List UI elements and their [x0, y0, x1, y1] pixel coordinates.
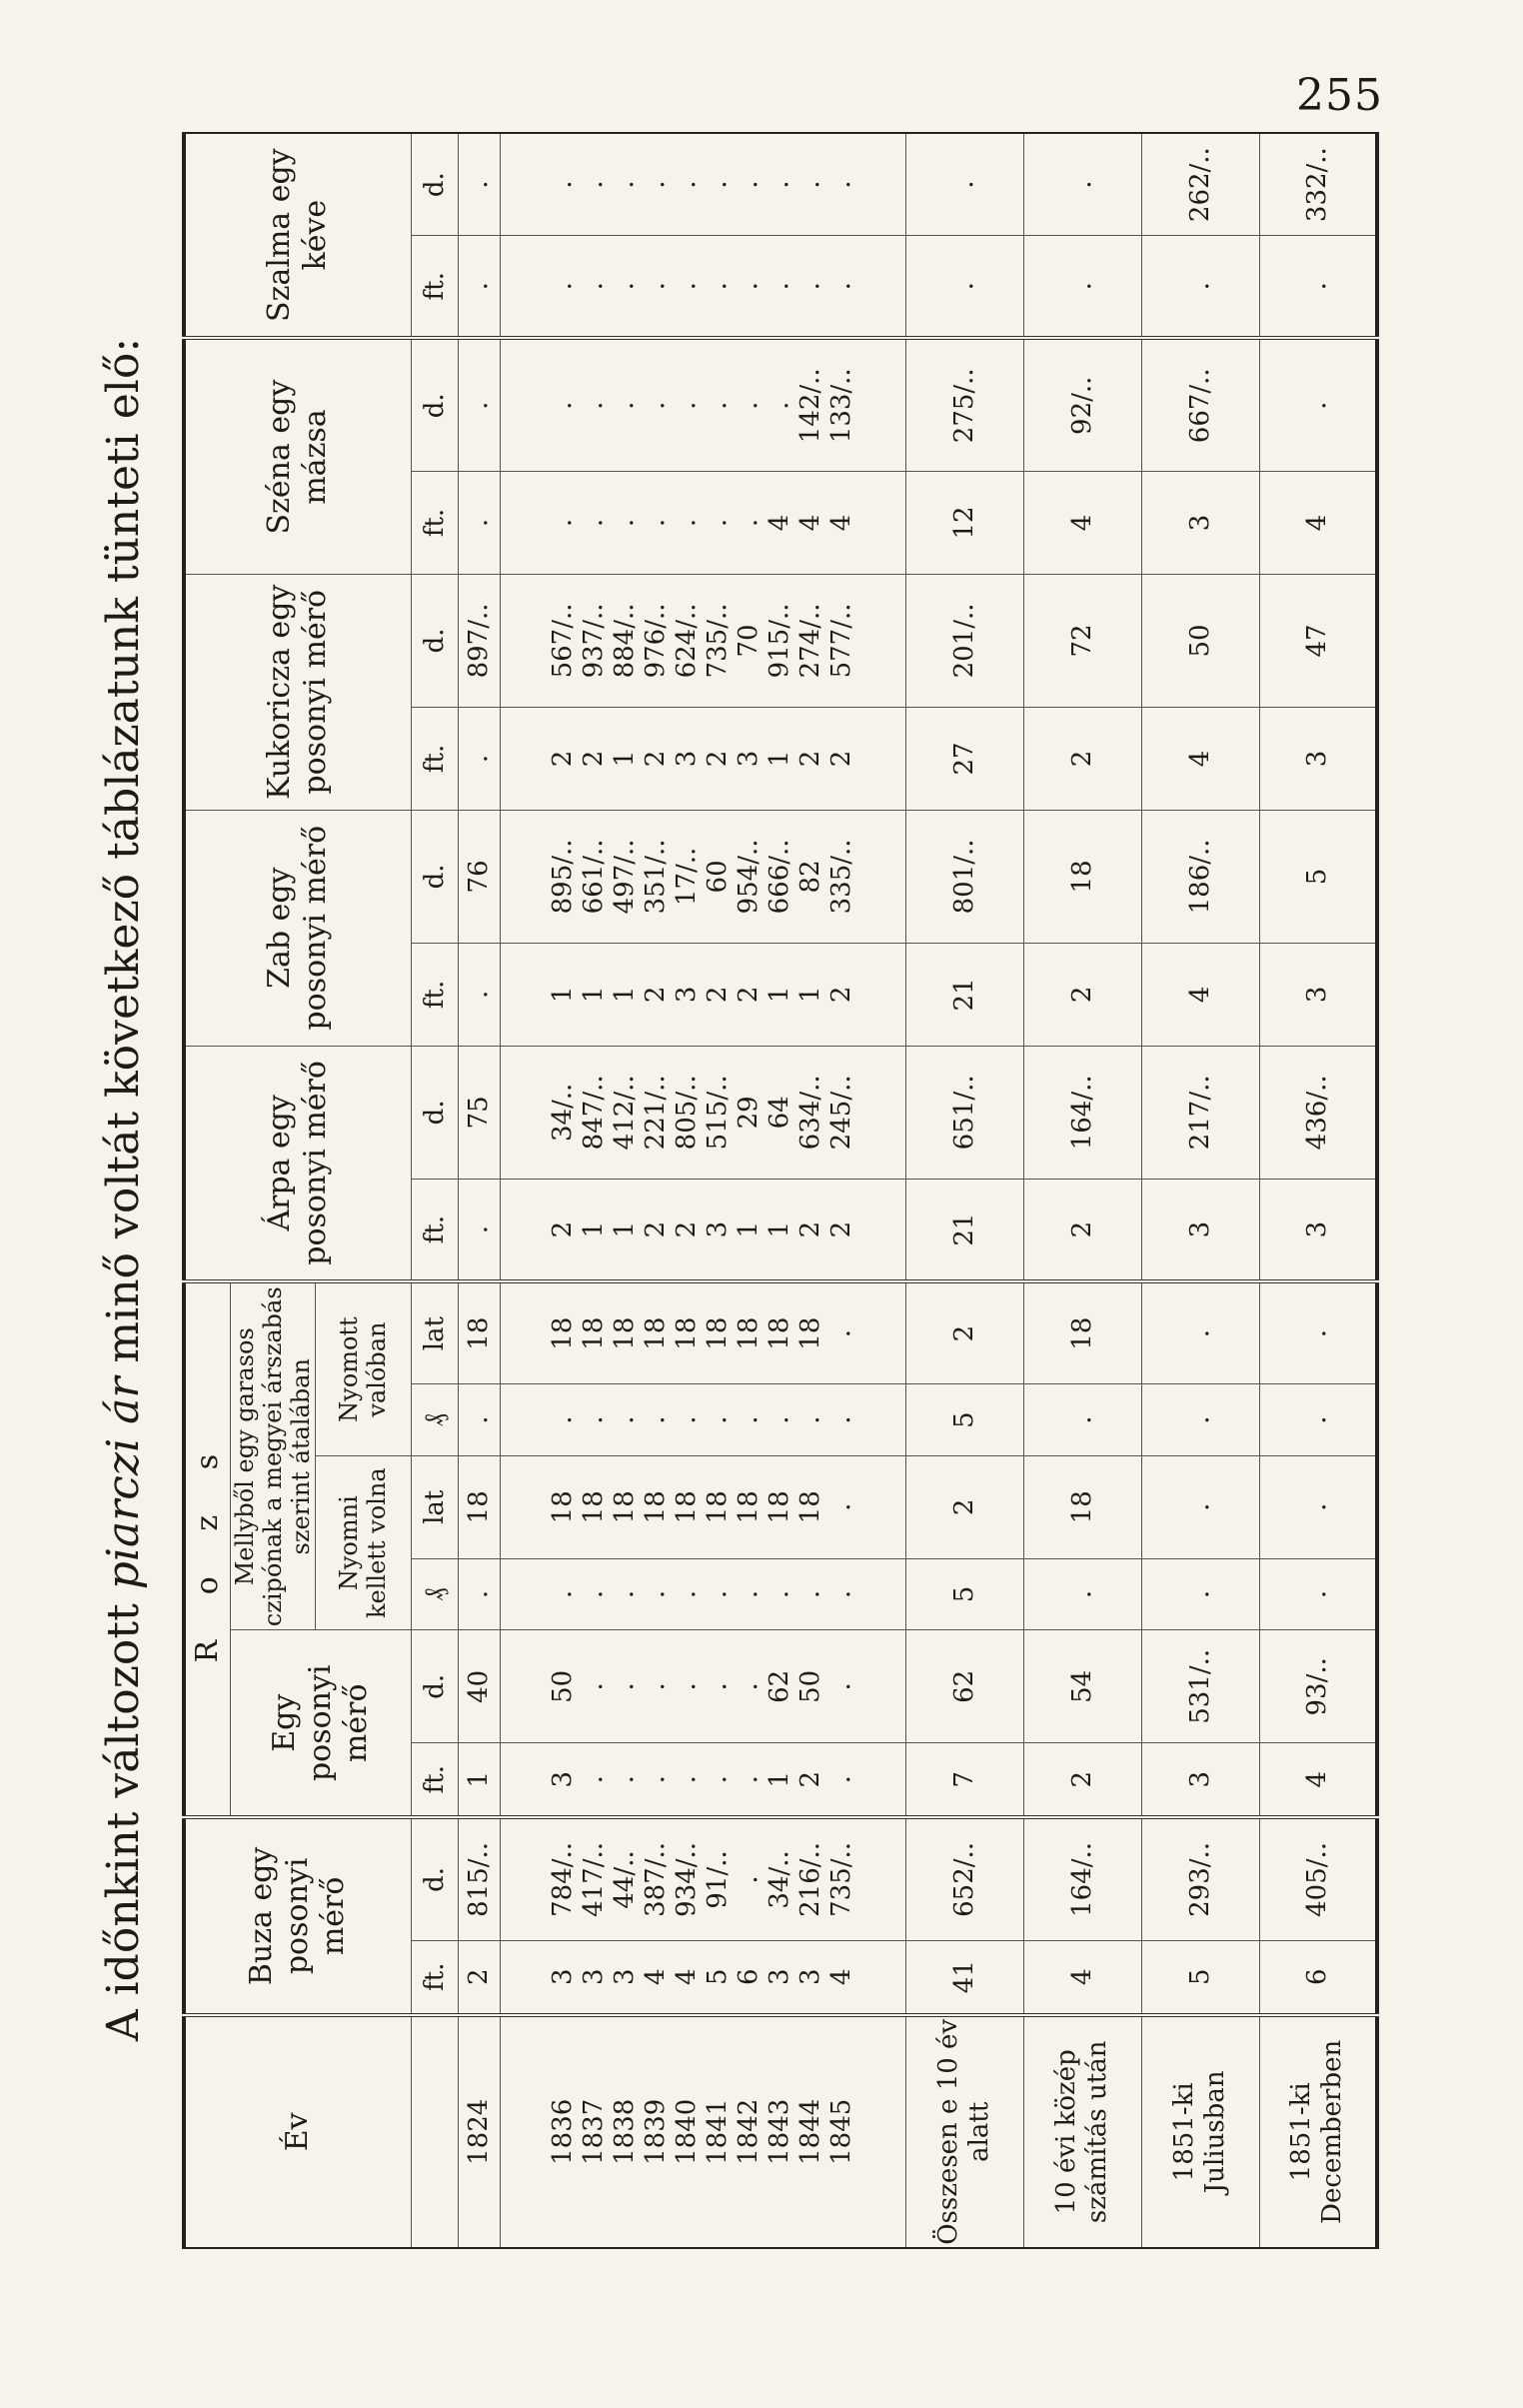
table-cell: 262/..: [1141, 133, 1259, 236]
table-cell: 1: [458, 1743, 500, 1817]
table-cell: 76: [458, 810, 500, 943]
table-cell: 3: [1141, 1743, 1259, 1817]
table-cell: 164/..: [1023, 1817, 1141, 1940]
unit-buza-ft: ft.: [411, 1940, 458, 2014]
multi-cell: 1 1 1 2 3 2 2 1 1 2: [500, 944, 905, 1047]
table-cell: 18: [458, 1456, 500, 1559]
table-cell: 40: [458, 1630, 500, 1743]
table-cell: 3: [1259, 1180, 1377, 1282]
rotated-page-content: [92, 90, 1441, 2289]
table-cell: 2: [1023, 708, 1141, 811]
header-nyomott: Nyomott valóban: [315, 1281, 411, 1455]
table-row-julius: [1141, 133, 1259, 2248]
table-cell: 18: [458, 1281, 500, 1384]
table-cell: 667/..: [1141, 338, 1259, 471]
table-cell: 72: [1023, 574, 1141, 707]
header-rozs-egy-mero: Egy posonyi mérő: [230, 1630, 411, 1817]
unit-kuk-d: d.: [411, 574, 458, 707]
table-cell: 652/..: [905, 1817, 1023, 1940]
table-cell: 186/..: [1141, 810, 1259, 943]
table-cell: 41: [905, 1940, 1023, 2014]
table-cell: .: [1023, 236, 1141, 339]
table-cell: 92/..: [1023, 338, 1141, 471]
table-cell: 2: [1023, 1743, 1141, 1817]
unit-zab-ft: ft.: [411, 944, 458, 1047]
table-cell: .: [1023, 1384, 1141, 1456]
unit-rozs-ft: ft.: [411, 1743, 458, 1817]
unit-nyomott-font: ₰: [411, 1384, 458, 1456]
unit-nyomott-lat: lat: [411, 1281, 458, 1384]
multi-cell: 18 18 18 18 18 18 18 18 18 .: [500, 1281, 905, 1384]
table-row-kozep: [1023, 133, 1141, 2248]
page-number: 255: [1296, 70, 1383, 121]
header-unit-spacer: [411, 2015, 458, 2248]
table-cell: .: [458, 1558, 500, 1630]
table-cell: .: [458, 1180, 500, 1282]
table-cell: 201/..: [905, 574, 1023, 707]
row-label: 1851-ki Decemberben: [1259, 2015, 1377, 2248]
unit-szalma-ft: ft.: [411, 236, 458, 339]
multi-cell: . . . . . . . . . .: [500, 236, 905, 339]
multi-cell: 2 1 1 2 2 3 1 1 2 2: [500, 1180, 905, 1282]
table-cell: .: [458, 1384, 500, 1456]
table-cell: 7: [905, 1743, 1023, 1817]
table-cell: 2: [905, 1456, 1023, 1559]
table-row-1824: [458, 133, 500, 2248]
table-cell: 93/..: [1259, 1630, 1377, 1743]
table-cell: .: [905, 133, 1023, 236]
table-cell: 3: [1141, 1180, 1259, 1282]
table-row-december: [1259, 133, 1377, 2248]
table-cell: 3: [1141, 472, 1259, 575]
year-list: 1836 1837 1838 1839 1840 1841 1842 1843 1844 1845: [500, 2015, 905, 2248]
year-cell: 1824: [458, 2015, 500, 2248]
row-label: 10 évi közép számítás után: [1023, 2015, 1141, 2248]
table-cell: .: [458, 472, 500, 575]
unit-zab-d: d.: [411, 810, 458, 943]
table-cell: 4: [1023, 1940, 1141, 2014]
table-cell: 405/..: [1259, 1817, 1377, 1940]
unit-rozs-d: d.: [411, 1630, 458, 1743]
header-arpa: Árpa egy posonyi mérő: [184, 1046, 411, 1281]
table-cell: 4: [1259, 1743, 1377, 1817]
table-cell: .: [1141, 1558, 1259, 1630]
table-cell: .: [458, 708, 500, 811]
table-cell: 18: [1023, 810, 1141, 943]
price-table: [182, 132, 1379, 2249]
table-cell: .: [458, 338, 500, 471]
table-cell: 217/..: [1141, 1046, 1259, 1179]
multi-cell: . . . . . . . 4 4 4: [500, 472, 905, 575]
header-buza: Buza egy posonyi mérő: [184, 1817, 411, 2015]
header-nyomni: Nyomni kellett volna: [315, 1456, 411, 1630]
multi-cell: 567/.. 937/.. 884/.. 976/.. 624/.. 735/.. 70 915/.. 274/.. 577/..: [500, 574, 905, 707]
table-cell: .: [1023, 1558, 1141, 1630]
table-cell: .: [1259, 1456, 1377, 1559]
multi-cell: 34/.. 847/.. 412/.. 221/.. 805/.. 515/.. 29 64 634/.. 245/..: [500, 1046, 905, 1179]
unit-szena-ft: ft.: [411, 472, 458, 575]
table-cell: 275/..: [905, 338, 1023, 471]
table-cell: 21: [905, 1180, 1023, 1282]
table-cell: .: [1141, 236, 1259, 339]
header-ev: Év: [184, 2015, 411, 2248]
table-cell: 5: [1259, 810, 1377, 943]
table-cell: .: [1259, 1558, 1377, 1630]
table-cell: 5: [1141, 1940, 1259, 2014]
table-cell: 651/..: [905, 1046, 1023, 1179]
table-row-1836-1845: [500, 133, 905, 2248]
row-label: 1851-ki Juliusban: [1141, 2015, 1259, 2248]
table-cell: 50: [1141, 574, 1259, 707]
table-cell: 897/..: [458, 574, 500, 707]
table-cell: 815/..: [458, 1817, 500, 1940]
table-cell: 75: [458, 1046, 500, 1179]
unit-buza-d: d.: [411, 1817, 458, 1940]
table-cell: 2: [905, 1281, 1023, 1384]
table-cell: 2: [1023, 944, 1141, 1047]
table-cell: 164/..: [1023, 1046, 1141, 1179]
title-italic-phrase: piarczi ár: [98, 1376, 149, 1590]
table-cell: 3: [1259, 944, 1377, 1047]
table-cell: 436/..: [1259, 1046, 1377, 1179]
table-cell: 2: [458, 1940, 500, 2014]
table-cell: 531/..: [1141, 1630, 1259, 1743]
table-cell: 5: [905, 1558, 1023, 1630]
table-cell: 18: [1023, 1281, 1141, 1384]
header-rozs-mellybol: Mellyből egy garasos czipónak a megyei árszabás szerint átalában: [230, 1281, 315, 1630]
table-cell: 47: [1259, 574, 1377, 707]
table-cell: 4: [1141, 708, 1259, 811]
table-cell: .: [458, 133, 500, 236]
table-cell: 2: [1023, 1180, 1141, 1282]
unit-nyomni-lat: lat: [411, 1456, 458, 1559]
table-cell: .: [1141, 1456, 1259, 1559]
multi-cell: 50 . . . . . . 62 50 .: [500, 1630, 905, 1743]
table-cell: .: [458, 236, 500, 339]
table-cell: .: [1259, 1384, 1377, 1456]
multi-cell: . . . . . . . . 142/.. 133/..: [500, 338, 905, 471]
header-szalma: Szalma egy kéve: [184, 133, 411, 338]
table-cell: 4: [1259, 472, 1377, 575]
unit-szena-d: d.: [411, 338, 458, 471]
table-cell: .: [1259, 1281, 1377, 1384]
multi-cell: . . . . . . . . . .: [500, 1558, 905, 1630]
header-rozs: R o z s: [184, 1281, 230, 1817]
table-cell: .: [1259, 236, 1377, 339]
table-cell: 801/..: [905, 810, 1023, 943]
page-title: A időnkint változott piarczi ár minő voltát következő táblázatunk tünteti elő:: [98, 337, 149, 2042]
unit-kuk-ft: ft.: [411, 708, 458, 811]
header-zab: Zab egy posonyi mérő: [184, 810, 411, 1046]
multi-cell: . . . . . . . . . .: [500, 133, 905, 236]
table-cell: .: [905, 236, 1023, 339]
unit-nyomni-font: ₰: [411, 1558, 458, 1630]
table-cell: 21: [905, 944, 1023, 1047]
table-cell: 332/..: [1259, 133, 1377, 236]
multi-cell: 784/.. 417/.. 44/.. 387/.. 934/.. 91/.. . 34/.. 216/.. 735/..: [500, 1817, 905, 1940]
table-cell: .: [1141, 1384, 1259, 1456]
table-cell: .: [458, 944, 500, 1047]
table-cell: 293/..: [1141, 1817, 1259, 1940]
multi-cell: 895/.. 661/.. 497/.. 351/.. 17/.. 60 954/.. 666/.. 82 335/..: [500, 810, 905, 943]
table-cell: 4: [1141, 944, 1259, 1047]
multi-cell: 3 . . . . . . 1 2 .: [500, 1743, 905, 1817]
multi-cell: 2 2 1 2 3 2 3 1 2 2: [500, 708, 905, 811]
table-cell: 6: [1259, 1940, 1377, 2014]
multi-cell: 18 18 18 18 18 18 18 18 18 .: [500, 1456, 905, 1559]
header-kukoricza: Kukoricza egy posonyi mérő: [184, 574, 411, 810]
table-cell: 12: [905, 472, 1023, 575]
table-cell: 18: [1023, 1456, 1141, 1559]
table-cell: .: [1259, 338, 1377, 471]
multi-cell: . . . . . . . . . .: [500, 1384, 905, 1456]
table-cell: 3: [1259, 708, 1377, 811]
table-cell: 27: [905, 708, 1023, 811]
unit-szalma-d: d.: [411, 133, 458, 236]
row-label: Összesen e 10 év alatt: [905, 2015, 1023, 2248]
table-cell: .: [1023, 133, 1141, 236]
multi-cell: 3 3 3 4 4 5 6 3 3 4: [500, 1940, 905, 2014]
unit-arpa-ft: ft.: [411, 1180, 458, 1282]
table-row-osszesen: [905, 133, 1023, 2248]
header-szena: Széna egy mázsa: [184, 338, 411, 574]
table-cell: 62: [905, 1630, 1023, 1743]
table-cell: 5: [905, 1384, 1023, 1456]
table-cell: 54: [1023, 1630, 1141, 1743]
unit-arpa-d: d.: [411, 1046, 458, 1179]
table-cell: 4: [1023, 472, 1141, 575]
table-cell: .: [1141, 1281, 1259, 1384]
